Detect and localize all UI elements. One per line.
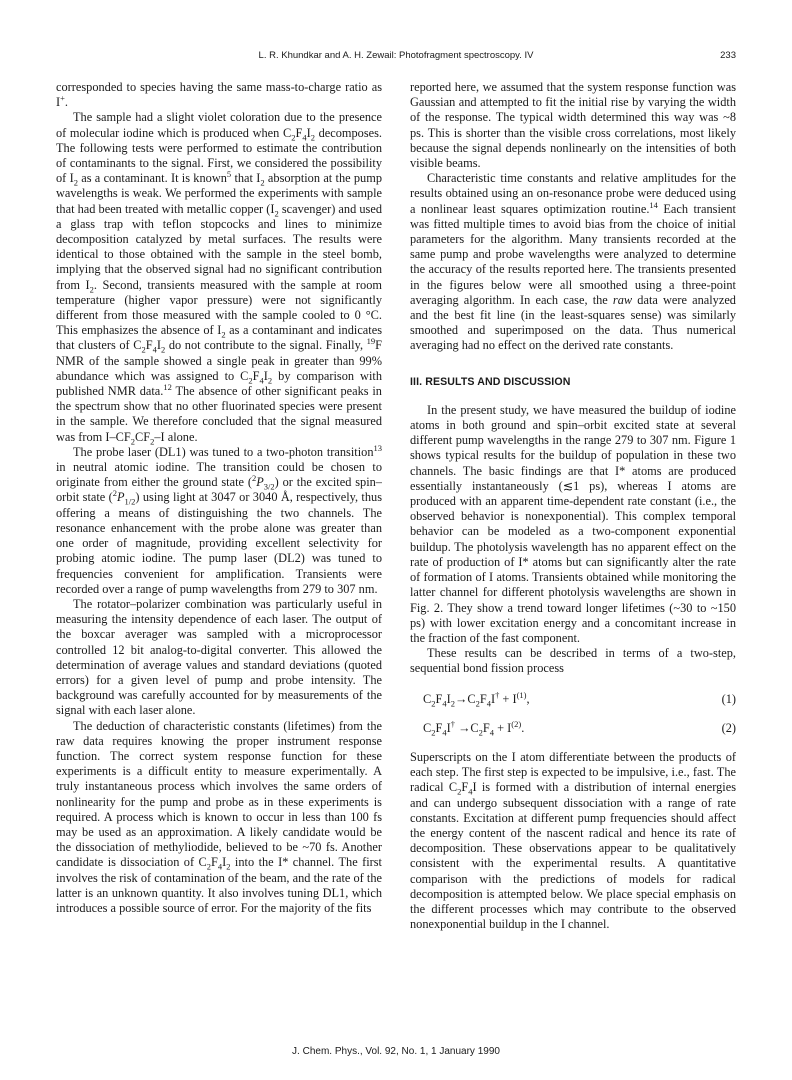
equation-1 bbox=[410, 689, 736, 708]
section-heading: III. RESULTS AND DISCUSSION bbox=[410, 375, 571, 388]
paragraph: In the present study, we have measured the buildup of iodine atoms in both ground and spin–orbit excited state at several different pump wavelengths in the range 279 to 307 nm. Figure 1 shows typical results for the buildup of population in these two channels. The basic findings are that I* atoms are produced essentially instantaneously (≲1 ps), whereas I atoms are produced with an apparent time-dependent rate constant (i.e., the observed behavior is nonexponential). This complex temporal behavior can be modeled as a two-component exponential buildup. The photolysis wavelength has no apparent effect on the rate of production of I* atoms but can significantly alter the rate of formation of I atoms. Transients obtained while monitoring the latter channel for different photolysis wavelengths are shown in Fig. 2. They show a trend toward longer lifetimes (~30 to ~150 ps) with lower excitation energy and a concomitant increase in the fraction of the fast component. bbox=[410, 402, 736, 645]
right-column bbox=[410, 80, 736, 932]
equation-2 bbox=[410, 718, 736, 738]
paragraph: The sample had a slight violet coloration due to the presence of molecular iodine which is produced when $C_2F_4I_2$ decomposes. The following tests were performed to estimate the contribution of contaminants to the signal. First, we considered the possibility of $I_2$ as a contaminant. It is known$^5$ that $I_2$ absorption at the pump wavelengths is weak. We performed the experiments with sample that had been treated with metallic copper ($I_2$ scavenger) and used a glass trap with teflon stopcocks and lines to minimize decomposition catalyzed by metal surfaces. The results were identical to those obtained with the sample in the steel bomb, implying that the observed signal had no significant contribution from $I_2$. Second, transients measured with the sample at room temperature (higher vapor pressure) were not significantly different from those measured with the sample cooled to 0 °C. This emphasizes the absence of $I_2$ as a contaminant and indicates that clusters of $C_2F_4I_2$ do not contribute to the signal. Finally, $^{19}$F NMR of the sample showed a single peak in greater than 99% abundance which was assigned to $C_2F_4I_2$ by comparison with published NMR data.$^{12}$ The absence of other significant peaks in the spectrum show that no other fluorinated species were present in the sample. We therefore concluded that the signal measured was from $I-CF_2CF_2-I$ alone. bbox=[56, 110, 382, 447]
running-header bbox=[56, 50, 736, 66]
paragraph: The probe laser (DL1) was tuned to a two-photon transition$^{13}$ in neutral atomic iodine. The transition could be chosen to originate from either the ground state $(^2P_{3/2})$ or the excited spin–orbit state $(^2P_{1/2})$ using light at 3047 or 3040 Å, respectively, thus offering a means of distinguishing the two channels. The resonance enhancement with the probe alone was greater than one order of magnitude, providing excellent selectivity for probing atomic iodine. The pump laser (DL2) was tuned to frequencies convenient for amplification. Transients were recorded over a range of pump wavelengths from 279 to 307 nm. bbox=[56, 442, 383, 596]
equation-body: $C_2F_4I^\dagger \to C_2F_4 + I^{(2)}$. bbox=[423, 718, 525, 738]
equation-number: (2) bbox=[721, 720, 736, 735]
paragraph: Characteristic time constants and relative amplitudes for the results obtained using an on-resonance probe were deduced using a nonlinear least squares optimization routine.$^{14}$ Each transient was fitted multiple times to avoid bias from the choice of initial parameters for the algorithm. Many transients recorded at the same pump and probe wavelengths were analyzed to determine the accuracy of the results reported here. The transients presented in the figures below were all smoothed using a three-point averaging algorithm. In each case, the raw data were analyzed and the best fit line (in the least-squares sense) was similarly smoothed and superimposed on the data. Thus numerical averaging had no effect on the derived rate constants. bbox=[410, 171, 736, 353]
paragraph: The rotator–polarizer combination was particularly useful in measuring the intensity dependence of each laser. The output of the boxcar averager was sampled with a microprocessor controlled 12 bit analog-to-digital converter. This allowed the determination of average values and standard deviations (quoted errors) for a given level of pump and probe intensity. The background was carefully accounted for by measurements of the signal with each laser alone. bbox=[56, 596, 382, 718]
paragraph: Superscripts on the I atom differentiate between the products of each step. The first step is expected to be impulsive, i.e., fast. The radical $C_2F_4I$ is formed with a distribution of internal energies and can undergo subsequent dissociation with a range of rate constants. Excitation at different pump frequencies should affect the energy content of the nascent radical and hence its rate of decomposition. These observations appear to be qualitatively consistent with the experimental results. A quantitative comparison with the predictions of models for radical decomposition is attempted below. We place special emphasis on the different processes which may contribute to the observed nonexponential buildup in the I channel. bbox=[410, 749, 736, 932]
paragraph: These results can be described in terms of a two-step, sequential bond fission process bbox=[410, 646, 736, 676]
paragraph: corresponded to species having the same mass-to-charge ratio as I+. bbox=[56, 80, 382, 110]
running-head: L. R. Khundkar and A. H. Zewail: Photofragment spectroscopy. IV bbox=[258, 50, 534, 61]
left-column bbox=[56, 80, 382, 916]
equation-number: (1) bbox=[721, 691, 736, 706]
paragraph: reported here, we assumed that the system response function was Gaussian and attempted to fit the initial rise by varying the width of the response. The typical width determined this way was ~8 ps. This is shorter than the visible cross correlations, most likely because the signal depends nonlinearly on the intensities of both visible beams. bbox=[410, 80, 736, 171]
equation-body: $C_2F_4I_2\to C_2F_4I^\dagger + I^{(1)}$, bbox=[423, 689, 530, 708]
page-number: 233 bbox=[720, 50, 736, 61]
paragraph: The deduction of characteristic constants (lifetimes) from the raw data requires knowing the proper instrument response function. The correct system response function for these experiments is a difficult entity to measure experimentally. A truly instantaneous process which involves the same orders of nonlinearity for the pump and probe as in these experiments is required. A process which is known to occur in less than 100 fs may be used as an approximation. A likely candidate would be the dissociation of methyliodide, believed to be ~70 fs. Another candidate is dissociation of $C_2F_4I_2$ into the I* channel. The first involves the risk of contamination of the beam, and the rate of the latter is an unknown quantity. It also involves tuning DL1, which introduces a possible source of error. For the majority of the fits bbox=[56, 718, 382, 915]
journal-footer: J. Chem. Phys., Vol. 92, No. 1, 1 January 1990 bbox=[292, 1046, 500, 1057]
